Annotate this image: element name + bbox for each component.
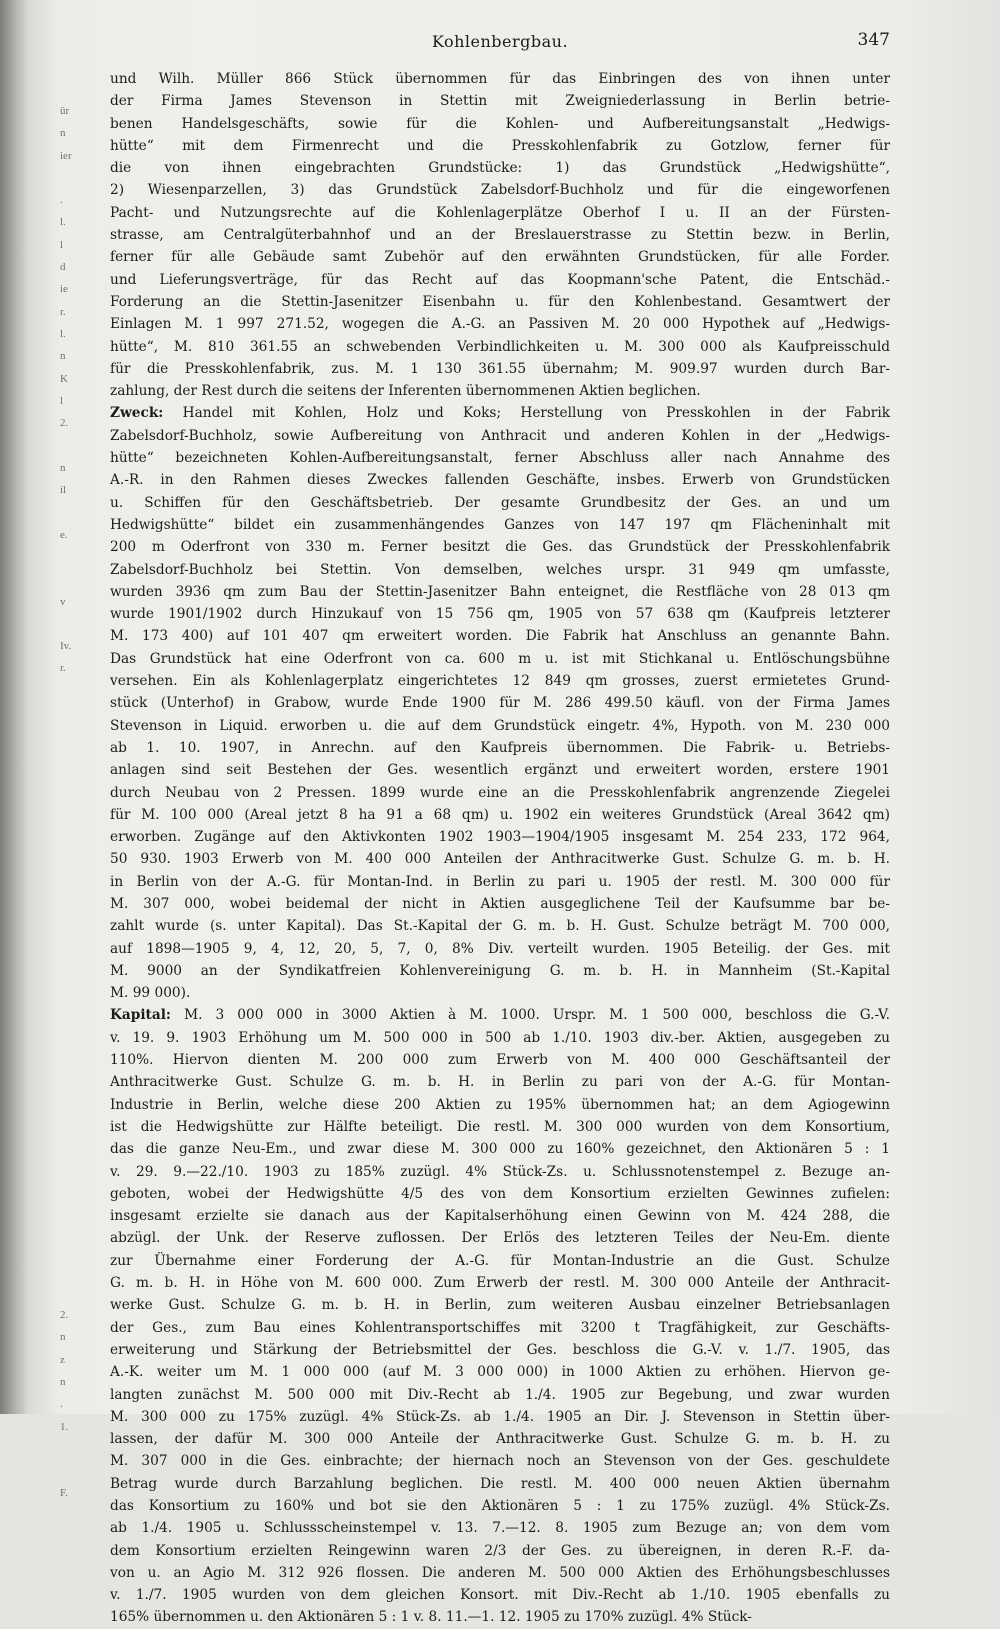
text-line: ab 1./4. 1905 u. Schlussscheinstempel v. 13. 7.—12. 8. 1905 zum Bezuge an; von dem vom xyxy=(110,1520,890,1537)
text-line: hütte“ mit dem Firmenrecht und die Presskohlenfabrik zu Gotzlow, ferner für xyxy=(110,137,890,154)
book-gutter-shadow xyxy=(0,0,28,1414)
section-keyword: Zweck: xyxy=(110,405,164,422)
text-line: Industrie in Berlin, welche diese 200 Aktien zu 195% übernommen hat; an dem Agiogewinn xyxy=(110,1096,890,1113)
text-line: Pacht- und Nutzungsrechte auf die Kohlenlagerplätze Oberhof I u. II an der Fürsten- xyxy=(110,204,890,221)
text-line: wurden 3936 qm zum Bau der Stettin-Jasenitzer Bahn enteignet, die Restfläche von 28 013 qm xyxy=(110,583,890,600)
text-line: v. 29. 9.—22./10. 1903 zu 185% zuzügl. 4% Stück-Zs. u. Schlussnotenstempel z. Bezuge an- xyxy=(110,1163,890,1180)
page-header xyxy=(110,28,890,58)
text-line: der Firma James Stevenson in Stettin mit Zweigniederlassung in Berlin betrie- xyxy=(110,93,890,110)
text-line: M. 9000 an der Syndikatfreien Kohlenvereinigung G. m. b. H. in Mannheim (St.-Kapital xyxy=(110,962,890,979)
left-page-edge-fragments: ür n ier . l. l d ie r. l. n K l 2. n il e. v Iv. r. 2. n z n . 1. F. xyxy=(60,105,72,1500)
text-line: langten zunächst M. 500 000 mit Div.-Recht ab 1./4. 1905 zur Begebung, und zwar wurden xyxy=(110,1386,890,1403)
text-line: 110%. Hiervon dienten M. 200 000 zum Erwerb von M. 400 000 Geschäftsanteil der xyxy=(110,1052,890,1069)
text-line: das die ganze Neu-Em., und zwar diese M. 300 000 zu 160% gezeichnet, den Aktionären 5 : 1 xyxy=(110,1141,890,1158)
text-line: Zweck: Handel mit Kohlen, Holz und Koks; Herstellung von Presskohlen in der Fabrik xyxy=(110,405,890,422)
text-line: die von ihnen eingebrachten Grundstücke: 1) das Grundstück „Hedwigshütte“, xyxy=(110,160,890,177)
text-line: 200 m Oderfront von 330 m. Ferner besitzt die Ges. das Grundstück der Presskohlenfabrik xyxy=(110,539,890,556)
text-line: insgesamt erzielte sie danach aus der Kapitalserhöhung einen Gewinn von M. 424 288, die xyxy=(110,1208,890,1225)
text-line: Stevenson in Liquid. erworben u. die auf dem Grundstück eingetr. 4%, Hypoth. von M. 230 000 xyxy=(110,717,890,734)
text-line: M. 307 000 in die Ges. einbrachte; der hiernach noch an Stevenson von der Ges. geschuldete xyxy=(110,1453,890,1470)
text-line: erweiterung und Stärkung der Betriebsmittel der Ges. beschloss die G.-V. v. 1./7. 1905, das xyxy=(110,1341,890,1358)
text-line: ist die Hedwigshütte zur Hälfte beteiligt. Die restl. M. 300 000 wurden von dem Konsortium, xyxy=(110,1118,890,1135)
text-line: in Berlin von der A.-G. für Montan-Ind. in Berlin zu pari u. 1905 der restl. M. 300 000 für xyxy=(110,873,890,890)
text-line: M. 99 000). xyxy=(110,985,191,1002)
text-line: Zabelsdorf-Buchholz, sowie Aufbereitung von Anthracit und anderen Kohlen in der „Hedwigs- xyxy=(110,427,890,444)
text-line: werke Gust. Schulze G. m. b. H. in Berlin, zum weiteren Ausbau einzelner Betriebsanlagen xyxy=(110,1297,890,1314)
text-line: Das Grundstück hat eine Oderfront von ca. 600 m u. ist mit Stichkanal u. Entlöschungsbühne xyxy=(110,650,890,667)
text-line: v. 19. 9. 1903 Erhöhung um M. 500 000 in 500 ab 1./10. 1903 div.-ber. Aktien, ausgegeben zu xyxy=(110,1029,890,1046)
text-line: lassen, der dafür M. 300 000 Anteile der Anthracitwerke Gust. Schulze G. m. b. H. zu xyxy=(110,1431,890,1448)
text-line: dem Konsortium erzielten Reingewinn waren 2/3 der Ges. zu übereignen, in deren R.-F. da- xyxy=(110,1542,890,1559)
text-line: auf 1898—1905 9, 4, 12, 20, 5, 7, 0, 8% Div. verteilt wurden. 1905 Beteilig. der Ges. mit xyxy=(110,940,890,957)
text-line: zahlt wurde (s. unter Kapital). Das St.-Kapital der G. m. b. H. Gust. Schulze beträgt M. 700 000, xyxy=(110,918,890,935)
text-line: das Konsortium zu 160% und bot sie den Aktionären 5 : 1 zu 175% zuzügl. 4% Stück-Zs. xyxy=(110,1498,890,1514)
text-line: Kapital: M. 3 000 000 in 3000 Aktien à M. 1000. Urspr. M. 1 500 000, beschloss die G.-V. xyxy=(110,1007,890,1024)
text-line: A.-R. in den Rahmen dieses Zweckes fallenden Geschäfte, insbes. Erwerb von Grundstücken xyxy=(110,472,890,489)
text-line: Zabelsdorf-Buchholz bei Stettin. Von demselben, welches urspr. 31 949 qm umfasste, xyxy=(110,561,890,578)
text-line: 50 930. 1903 Erwerb von M. 400 000 Anteilen der Anthracitwerke Gust. Schulze G. m. b. H. xyxy=(110,851,890,868)
text-line: strasse, am Centralgüterbahnhof und an der Breslauerstrasse zu Stettin bezw. in Berlin, xyxy=(110,227,890,244)
text-line: ab 1. 10. 1907, in Anrechn. auf den Kaufpreis übernommen. Die Fabrik- u. Betriebs- xyxy=(110,739,890,756)
text-line: ferner für alle Gebäude samt Zubehör auf den erwähnten Grundstücken, für alle Forder. xyxy=(110,249,890,266)
text-line: Anthracitwerke Gust. Schulze G. m. b. H. in Berlin zu pari von der A.-G. für Montan- xyxy=(110,1074,890,1091)
text-line: 165% übernommen u. den Aktionären 5 : 1 v. 8. 11.—1. 12. 1905 zu 170% zuzügl. 4% Stück- xyxy=(110,1609,752,1626)
text-line: Forderung an die Stettin-Jasenitzer Eisenbahn u. für den Kohlenbestand. Gesamtwert der xyxy=(110,293,890,310)
text-line: Betrag wurde durch Barzahlung beglichen. Die restl. M. 400 000 neuen Aktien übernahm xyxy=(110,1475,890,1492)
text-line: G. m. b. H. in Höhe von M. 600 000. Zum Erwerb der restl. M. 300 000 Anteile der Anthracit- xyxy=(110,1275,890,1292)
text-line: A.-K. weiter um M. 1 000 000 (auf M. 3 000 000) in 1000 Aktien zu erhöhen. Hiervon ge- xyxy=(110,1364,890,1381)
text-line: geboten, wobei der Hedwigshütte 4/5 des von dem Konsortium erzielten Gewinnes zufielen: xyxy=(110,1185,890,1202)
text-line: v. 1./7. 1905 wurden von dem gleichen Konsort. mit Div.-Recht ab 1./10. 1905 ebenfalls zu xyxy=(110,1587,890,1604)
text-line: erworben. Zugänge auf den Aktivkonten 1902 1903—1904/1905 insgesamt M. 254 233, 172 964, xyxy=(110,829,890,846)
page-number: 347 xyxy=(857,30,890,50)
body-text xyxy=(110,68,890,1629)
text-line: durch Neubau von 2 Pressen. 1899 wurde eine an die Presskohlenfabrik angrenzende Ziegelei xyxy=(110,784,890,801)
text-line: 2) Wiesenparzellen, 3) das Grundstück Zabelsdorf-Buchholz und für die eingeworfenen xyxy=(110,182,890,199)
text-line: für M. 100 000 (Areal jetzt 8 ha 91 a 68 qm) u. 1902 ein weiteres Grundstück (Areal 3642 qm) xyxy=(110,806,890,823)
text-line: Hedwigshütte“ bildet ein zusammenhängendes Ganzes von 147 197 qm Flächeninhalt mit xyxy=(110,516,890,533)
text-line: M. 173 400) auf 101 407 qm erweitert worden. Die Fabrik hat Anschluss an genannte Bahn. xyxy=(110,628,890,645)
text-line: Einlagen M. 1 997 271.52, wogegen die A.-G. an Passiven M. 20 000 Hypothek auf „Hedwigs- xyxy=(110,316,890,333)
text-line: abzügl. der Unk. der Reserve zuflossen. Der Erlös des letzteren Teiles der Neu-Em. diente xyxy=(110,1230,890,1247)
text-line: M. 307 000, wobei beidemal der nicht in Aktien ausgeglichene Teil der Kaufsumme bar be- xyxy=(110,895,890,912)
text-line: und Wilh. Müller 866 Stück übernommen für das Einbringen des von ihnen unter xyxy=(110,71,890,87)
text-line: von u. an Agio M. 312 926 flossen. Die anderen M. 500 000 Aktien des Erhöhungsbeschlusses xyxy=(110,1564,890,1581)
section-keyword: Kapital: xyxy=(110,1007,171,1024)
text-line: der Ges., zum Bau eines Kohlentransportschiffes mit 3200 t Tragfähigkeit, zur Geschäfts- xyxy=(110,1319,890,1336)
text-line: M. 300 000 zu 175% zuzügl. 4% Stück-Zs. ab 1./4. 1905 an Dir. J. Stevenson in Stettin über- xyxy=(110,1408,890,1425)
text-line: anlagen sind seit Bestehen der Ges. wesentlich ergänzt und erweitert worden, erstere 1901 xyxy=(110,762,890,779)
text-line: u. Schiffen für den Geschäftsbetrieb. Der gesamte Grundbesitz der Ges. an und um xyxy=(110,494,890,511)
text-line: versehen. Ein als Kohlenlagerplatz eingerichtetes 12 849 qm grosses, zuerst ermietetes Grund- xyxy=(110,673,890,690)
text-line: zur Übernahme einer Forderung der A.-G. für Montan-Industrie an die Gust. Schulze xyxy=(110,1252,890,1269)
text-line: hütte“ bezeichneten Kohlen-Aufbereitungsanstalt, ferner Abschluss aller nach Annahme des xyxy=(110,450,890,467)
text-line: stück (Unterhof) in Grabow, wurde Ende 1900 für M. 286 499.50 käufl. von der Firma James xyxy=(110,695,890,712)
text-line: und Lieferungsverträge, für das Recht auf das Koopmann'sche Patent, die Entschäd.- xyxy=(110,271,890,288)
text-line: zahlung, der Rest durch die seitens der Inferenten übernommenen Aktien beglichen. xyxy=(110,383,701,400)
running-title: Kohlenbergbau. xyxy=(431,32,569,51)
text-line: für die Presskohlenfabrik, zus. M. 1 130 361.55 übernahm; M. 909.97 wurden durch Bar- xyxy=(110,360,890,377)
text-line: hütte“, M. 810 361.55 an schwebenden Verbindlichkeiten u. M. 300 000 als Kaufpreisschuld xyxy=(110,338,890,355)
text-line: wurde 1901/1902 durch Hinzukauf von 15 756 qm, 1905 von 57 638 qm (Kaufpreis letzterer xyxy=(110,606,890,623)
text-line: benen Handelsgeschäfts, sowie für die Kohlen- und Aufbereitungsanstalt „Hedwigs- xyxy=(110,115,890,132)
